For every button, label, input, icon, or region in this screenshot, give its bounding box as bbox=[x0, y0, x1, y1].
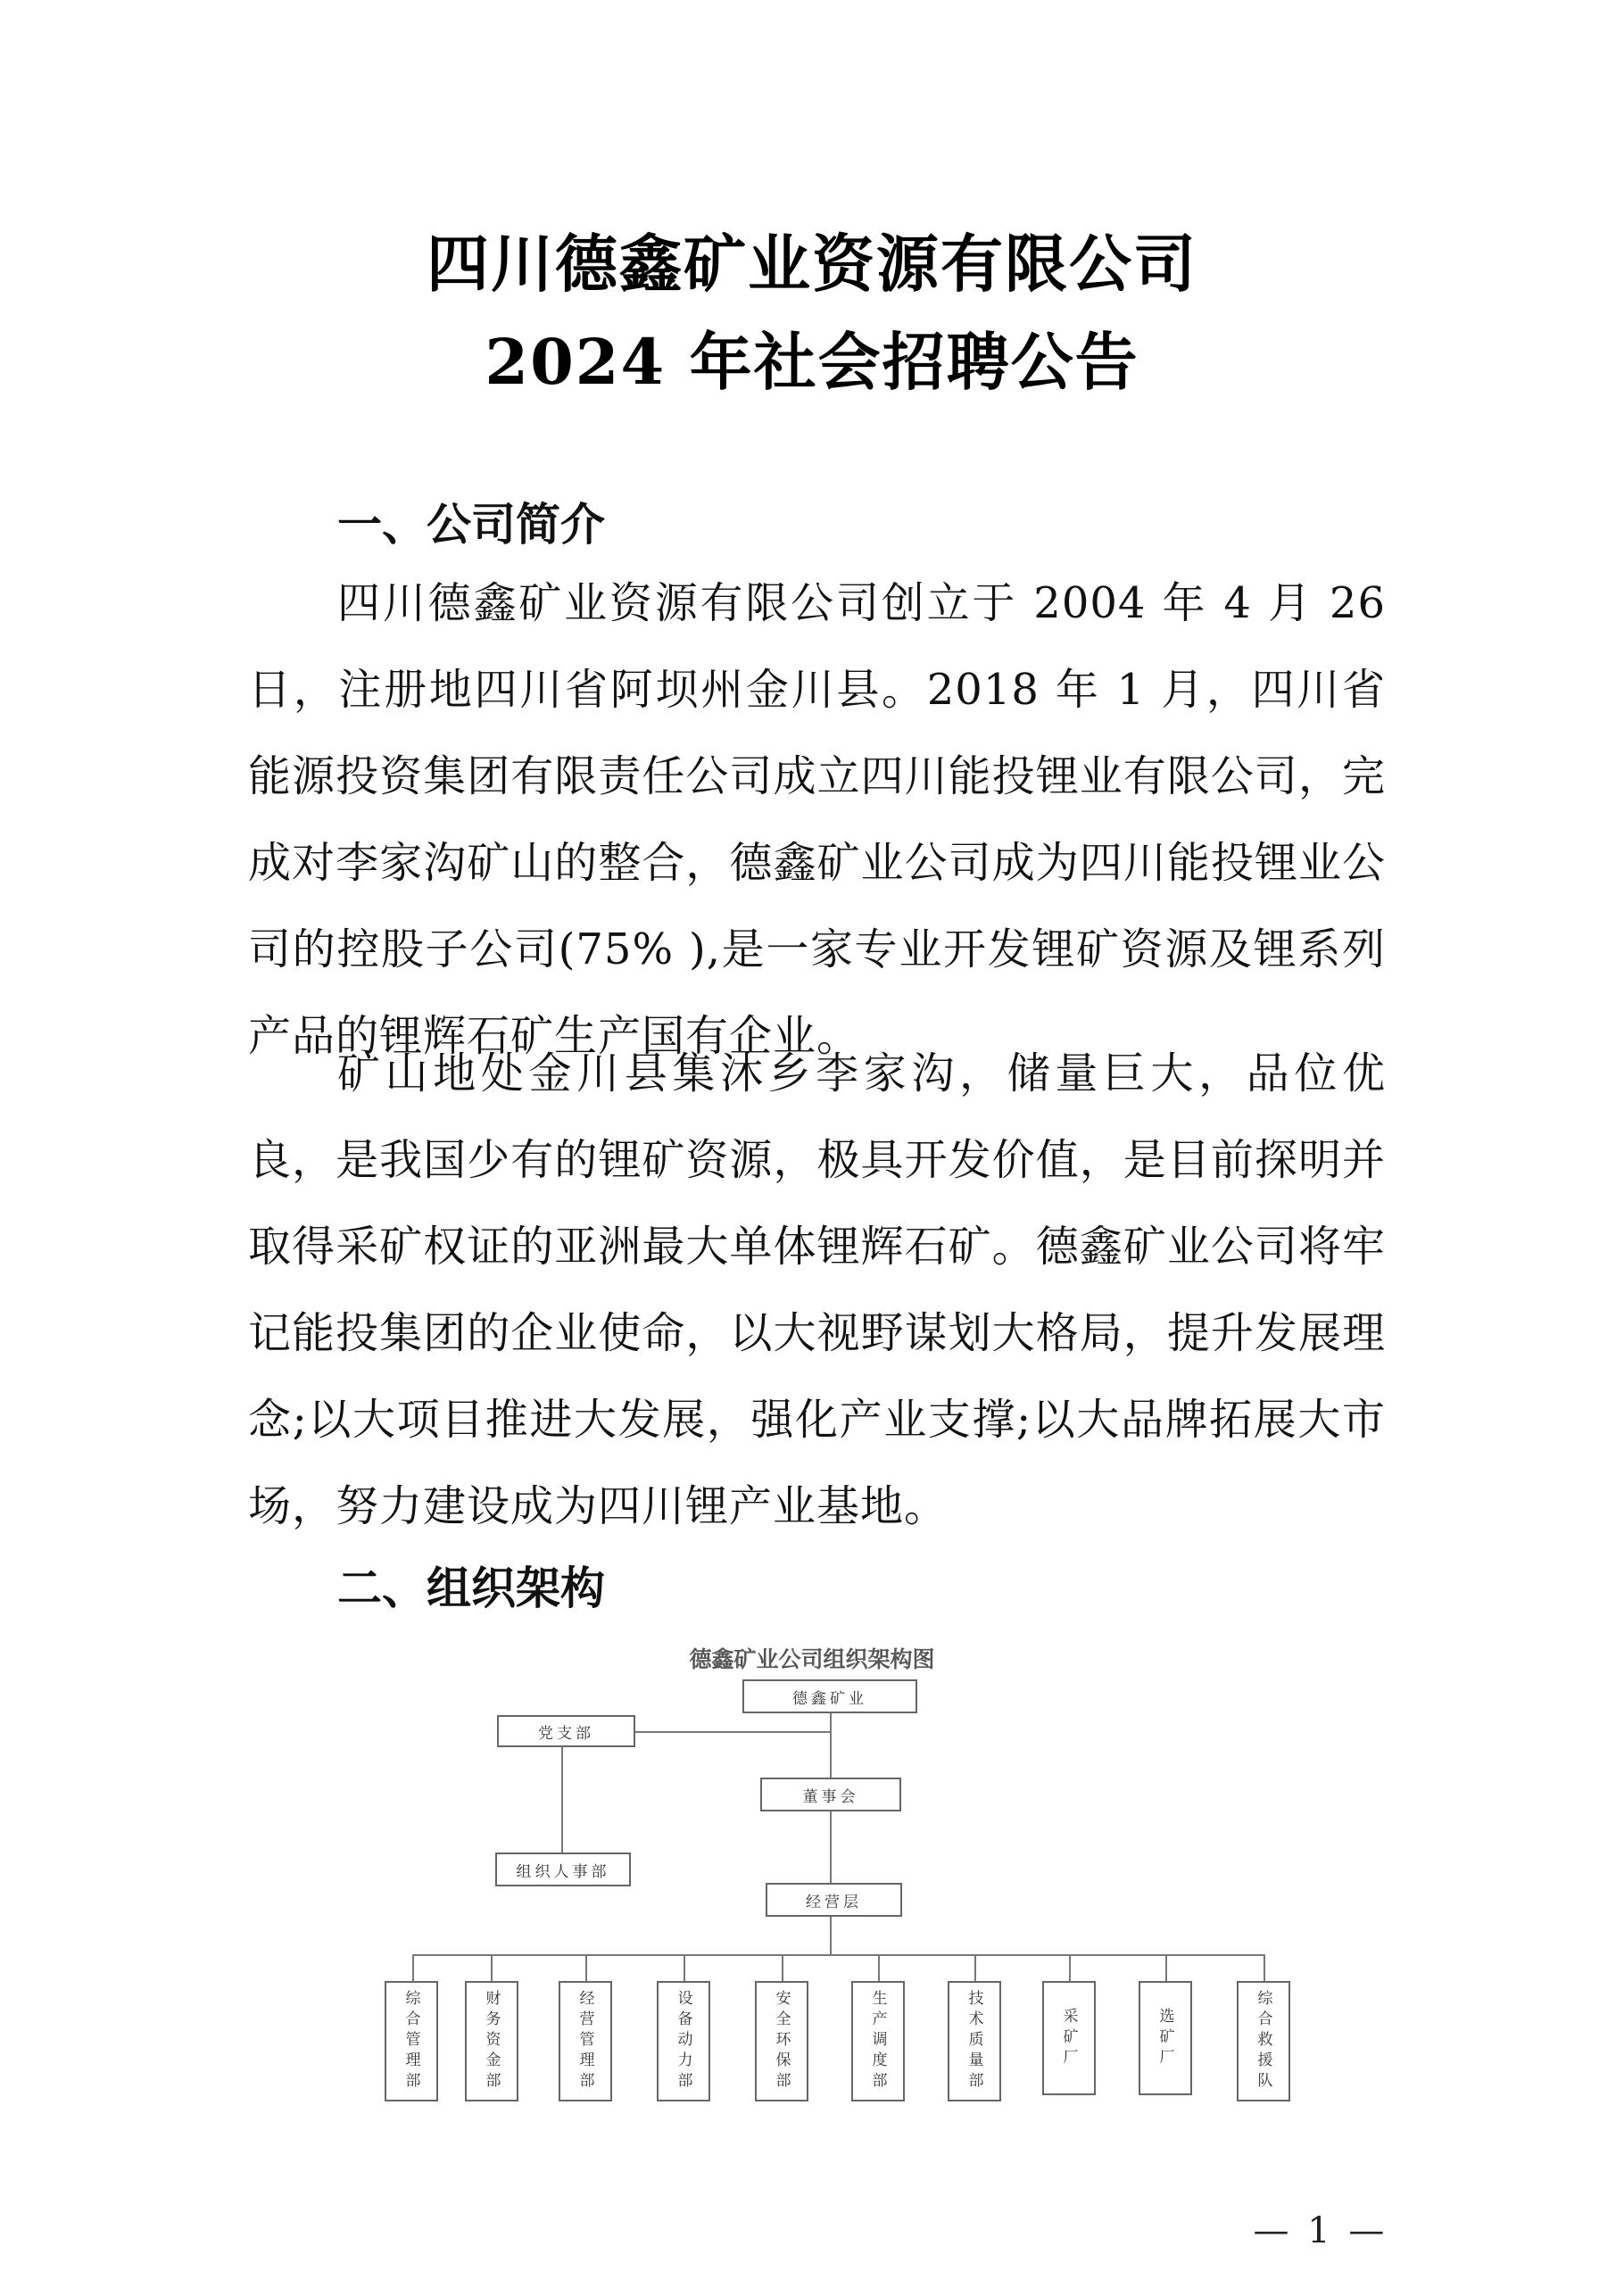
document-title-line1: 四川德鑫矿业资源有限公司 bbox=[427, 227, 1197, 301]
org-node-management: 经营层 bbox=[766, 1883, 902, 1917]
connector-line bbox=[830, 1917, 832, 1954]
company-intro-paragraph-1: 四川德鑫矿业资源有限公司创立于 2004 年 4 月 26 日，注册地四川省阿坝州金川县。2018 年 1 月，四川省能源投资集团有限责任公司成立四川能投锂业有限公司，完成对李家沟矿山的整合，德鑫矿业公司成为四川能投锂业公司的控股子公司(75% ),是一家专业开发锂矿资源及锂系列产品的锂辉石矿生产国有企业。 bbox=[248, 578, 1386, 1061]
org-dept-node: 综合管理部 bbox=[385, 1981, 438, 2101]
section-heading-org-structure: 二、组织架构 bbox=[337, 1562, 605, 1614]
org-dept-node: 财务资金部 bbox=[465, 1981, 518, 2101]
company-intro-paragraph-2: 矿山地处金川县集沐乡李家沟，储量巨大，品位优良，是我国少有的锂矿资源，极具开发价值，是目前探明并取得采矿权证的亚洲最大单体锂辉石矿。德鑫矿业公司将牢记能投集团的企业使命，以大视野谋划大格局，提升发展理念;以大项目推进大发展，强化产业支撑;以大品牌拓展大市场，努力建设成为四川锂产业基地。 bbox=[248, 1049, 1386, 1531]
org-dept-node: 经营管理部 bbox=[559, 1981, 612, 2101]
page-number: — 1 — bbox=[1253, 2210, 1388, 2251]
org-node-party-branch: 党支部 bbox=[497, 1715, 635, 1747]
org-dept-node: 生产调度部 bbox=[851, 1981, 905, 2101]
connector-line bbox=[830, 1810, 832, 1883]
org-dept-node: 安全环保部 bbox=[755, 1981, 808, 2101]
connector-bar bbox=[412, 1954, 1264, 1956]
org-node-top-company: 德鑫矿业 bbox=[742, 1679, 917, 1713]
org-node-personnel-dept: 组织人事部 bbox=[495, 1853, 631, 1886]
org-dept-node: 综合救援队 bbox=[1237, 1981, 1290, 2101]
org-dept-node: 设备动力部 bbox=[657, 1981, 710, 2101]
connector-line bbox=[561, 1731, 563, 1865]
org-chart-title: 德鑫矿业公司组织架构图 bbox=[689, 1646, 935, 1672]
org-chart bbox=[0, 1642, 1624, 2093]
document-title-line2: 2024 年社会招聘公告 bbox=[485, 325, 1139, 399]
org-dept-node: 技术质量部 bbox=[948, 1981, 1001, 2101]
section-heading-company-intro: 一、公司简介 bbox=[337, 499, 605, 551]
org-node-board: 董事会 bbox=[760, 1778, 901, 1811]
connector-line bbox=[830, 1703, 832, 1783]
org-dept-node: 选矿厂 bbox=[1139, 1981, 1192, 2095]
org-dept-node: 采矿厂 bbox=[1042, 1981, 1096, 2095]
